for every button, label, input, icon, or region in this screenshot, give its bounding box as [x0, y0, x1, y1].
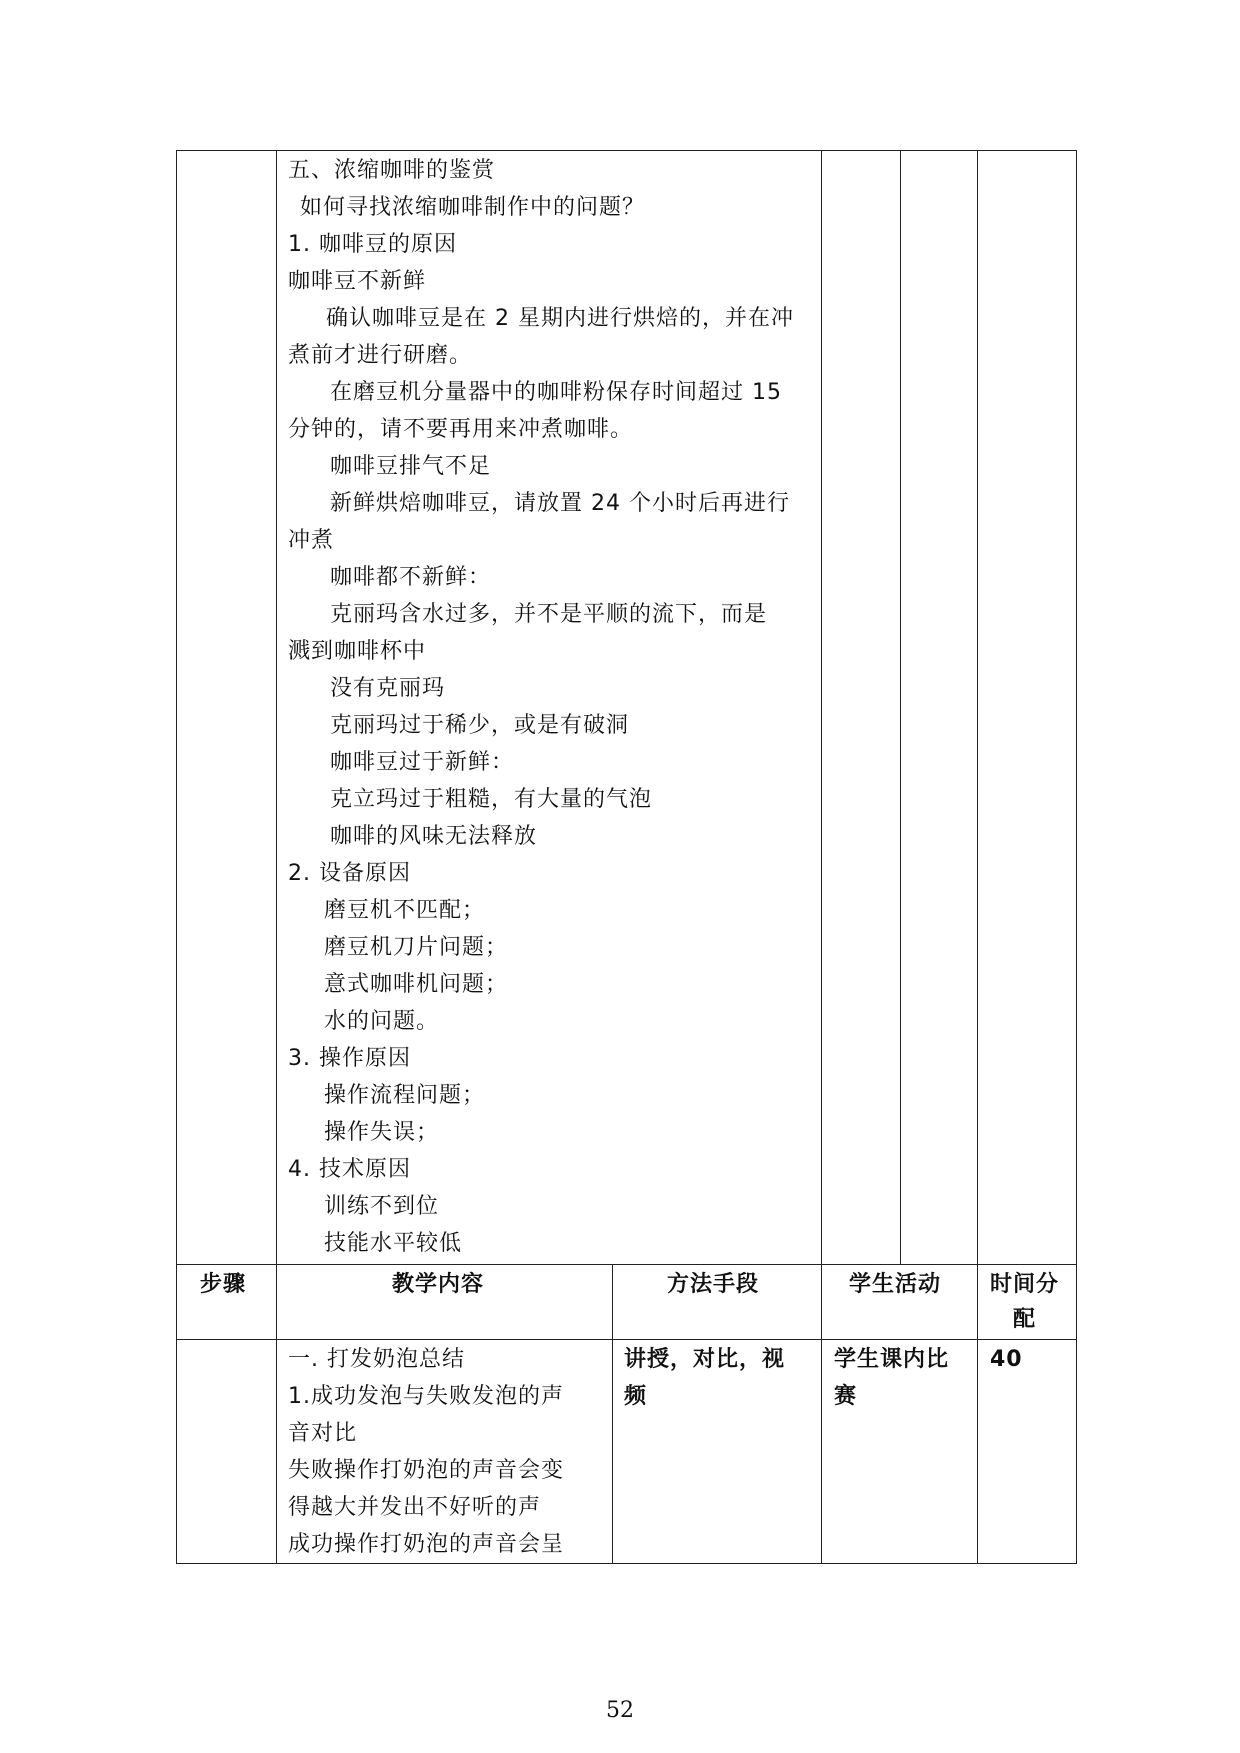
col-divider-bottom-4	[977, 1264, 978, 1564]
header-activity: 学生活动	[849, 1272, 942, 1297]
row-activity-line: 学生课内比	[834, 1347, 950, 1372]
text-line: 新鲜烘焙咖啡豆，请放置 24 个小时后再进行	[330, 491, 790, 516]
col-divider-1	[276, 150, 277, 1564]
page-number: 52	[606, 1698, 634, 1723]
text-line: 克立玛过于粗糙，有大量的气泡	[330, 787, 653, 812]
row-divider-header-bottom	[176, 1339, 1077, 1340]
header-method: 方法手段	[667, 1272, 760, 1297]
text-line: 水的问题。	[324, 1009, 440, 1034]
text-line: 咖啡豆不新鲜	[288, 269, 427, 294]
text-line: 操作失误；	[324, 1120, 440, 1145]
text-line: 咖啡的风味无法释放	[330, 824, 538, 849]
row-content-line: 音对比	[288, 1421, 358, 1446]
text-line: 意式咖啡机问题；	[324, 972, 509, 997]
col-divider-bottom-2	[612, 1264, 613, 1564]
row-method-line: 讲授，对比，视	[624, 1347, 786, 1372]
text-line: 克丽玛过于稀少，或是有破洞	[330, 713, 630, 738]
row-content-line: 一. 打发奶泡总结	[288, 1347, 465, 1372]
text-line: 咖啡都不新鲜：	[330, 565, 492, 590]
text-line: 在磨豆机分量器中的咖啡粉保存时间超过 15	[330, 380, 782, 405]
subheading-technique: 4. 技术原因	[288, 1157, 411, 1182]
col-divider-bottom-3	[821, 1264, 822, 1564]
text-line: 咖啡豆过于新鲜：	[330, 750, 515, 775]
row-content-line: 得越大并发出不好听的声	[288, 1495, 542, 1520]
text-line: 分钟的，请不要再用来冲煮咖啡。	[288, 417, 634, 442]
col-divider-top-3	[900, 150, 901, 1264]
question-line: 如何寻找浓缩咖啡制作中的问题？	[300, 195, 646, 220]
col-divider-top-4	[977, 150, 978, 1264]
text-line: 克丽玛含水过多，并不是平顺的流下，而是	[330, 602, 768, 627]
text-line: 磨豆机不匹配；	[324, 898, 486, 923]
text-line: 冲煮	[288, 528, 335, 553]
header-step: 步骤	[200, 1272, 247, 1297]
header-content: 教学内容	[392, 1272, 485, 1297]
text-line: 煮前才进行研磨。	[288, 343, 473, 368]
header-time-line1: 时间分	[990, 1272, 1060, 1297]
text-line: 磨豆机刀片问题；	[324, 935, 509, 960]
subheading-equipment: 2. 设备原因	[288, 861, 411, 886]
row-content-line: 成功操作打奶泡的声音会呈	[288, 1532, 565, 1557]
row-divider-header-top	[176, 1264, 1077, 1265]
text-line: 确认咖啡豆是在 2 星期内进行烘焙的，并在冲	[326, 306, 794, 331]
row-time: 40	[990, 1347, 1023, 1372]
row-content-line: 1.成功发泡与失败发泡的声	[288, 1384, 564, 1409]
text-line: 操作流程问题；	[324, 1083, 486, 1108]
subheading-beans: 1. 咖啡豆的原因	[288, 232, 457, 257]
text-line: 训练不到位	[324, 1194, 440, 1219]
text-line: 咖啡豆排气不足	[330, 454, 492, 479]
text-line: 技能水平较低	[324, 1231, 463, 1256]
text-line: 没有克丽玛	[330, 676, 446, 701]
row-activity-line: 赛	[834, 1384, 858, 1409]
col-divider-top-2	[821, 150, 822, 1264]
header-time-line2: 配	[1013, 1307, 1037, 1332]
section-title: 五、浓缩咖啡的鉴赏	[288, 158, 496, 183]
subheading-operation: 3. 操作原因	[288, 1046, 411, 1071]
text-line: 溅到咖啡杯中	[288, 639, 427, 664]
row-content-line: 失败操作打奶泡的声音会变	[288, 1458, 565, 1483]
row-method-line: 频	[624, 1384, 648, 1409]
